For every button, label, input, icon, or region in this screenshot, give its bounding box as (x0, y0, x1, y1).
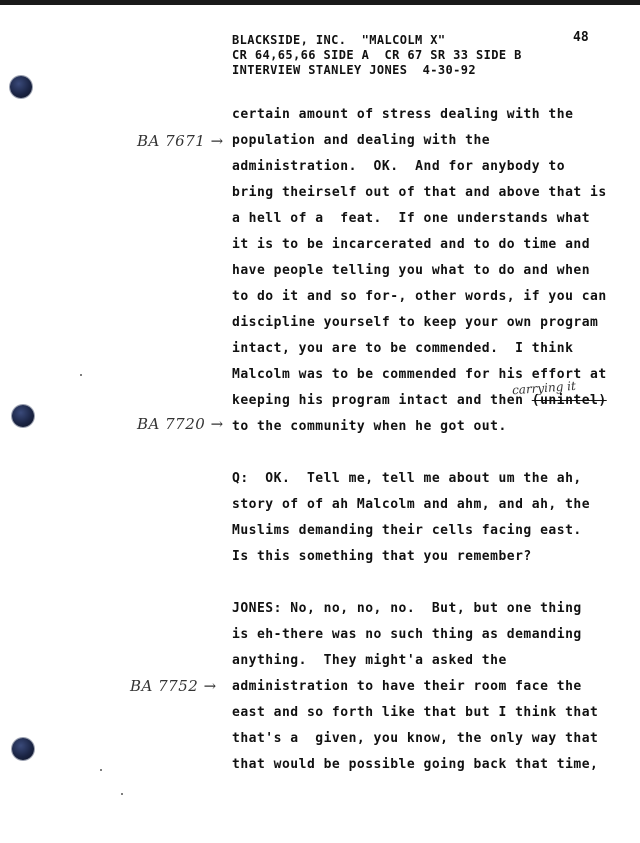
transcript-line: certain amount of stress dealing with the (232, 107, 574, 122)
header-line-1: BLACKSIDE, INC. "MALCOLM X" (232, 33, 446, 47)
transcript-line: a hell of a feat. If one understands what (232, 211, 591, 226)
answer-line (232, 601, 582, 617)
question-line: story of of ah Malcolm and ahm, and ah, the (232, 497, 591, 512)
punch-hole-top (10, 76, 32, 98)
header-line-3: INTERVIEW STANLEY JONES 4-30-92 (232, 63, 476, 77)
transcript-line: to do it and so for-, other words, if you can (232, 289, 607, 304)
scan-speck (121, 793, 123, 795)
answer-line: that's a given, you know, the only way that (232, 731, 599, 746)
transcript-line-text: keeping his program intact and then (232, 393, 532, 408)
transcript-line: intact, you are to be commended. I think (232, 341, 574, 356)
punch-hole-middle (12, 405, 34, 427)
speaker-label-q: Q: (232, 471, 249, 486)
punch-hole-bottom (12, 738, 34, 760)
answer-line: administration to have their room face the (232, 679, 582, 694)
margin-note-ba7752: BA 7752 → (130, 677, 217, 695)
transcript-line: it is to be incarcerated and to do time and (232, 237, 591, 252)
page-number: 48 (573, 30, 589, 45)
transcript-line: to the community when he got out. (232, 419, 507, 434)
handwritten-insertion: carrying it (511, 378, 577, 398)
margin-note-ba7671: BA 7671 → (137, 132, 224, 150)
answer-line: is eh-there was no such thing as demanding (232, 627, 582, 642)
scan-speck (100, 769, 102, 771)
answer-line: that would be possible going back that time, (232, 757, 599, 772)
answer-text: No, no, no, no. But, but one thing (281, 601, 582, 616)
transcript-line: have people telling you what to do and when (232, 263, 591, 278)
transcript-line: discipline yourself to keep your own program (232, 315, 599, 330)
scan-top-edge (0, 0, 640, 5)
header-line-2: CR 64,65,66 SIDE A CR 67 SR 33 SIDE B (232, 48, 522, 62)
question-line: Muslims demanding their cells facing east. (232, 523, 582, 538)
answer-line: east and so forth like that but I think that (232, 705, 599, 720)
transcript-line (232, 393, 607, 409)
answer-line: anything. They might'a asked the (232, 653, 507, 668)
question-line: Is this something that you remember? (232, 549, 532, 564)
struck-text: (unintel) (531, 393, 607, 408)
transcript-line: administration. OK. And for anybody to (232, 159, 566, 174)
document-header (232, 33, 522, 78)
transcript-line: Malcolm was to be commended for his effort at (232, 367, 607, 382)
transcript-line: population and dealing with the (232, 133, 491, 148)
margin-note-ba7720: BA 7720 → (137, 415, 224, 433)
speaker-label-jones: JONES: (232, 601, 282, 616)
scan-speck (80, 374, 82, 376)
transcript-line: bring theirself out of that and above that is (232, 185, 607, 200)
question-text: OK. Tell me, tell me about um the ah, (248, 471, 582, 486)
question-line (232, 471, 582, 487)
